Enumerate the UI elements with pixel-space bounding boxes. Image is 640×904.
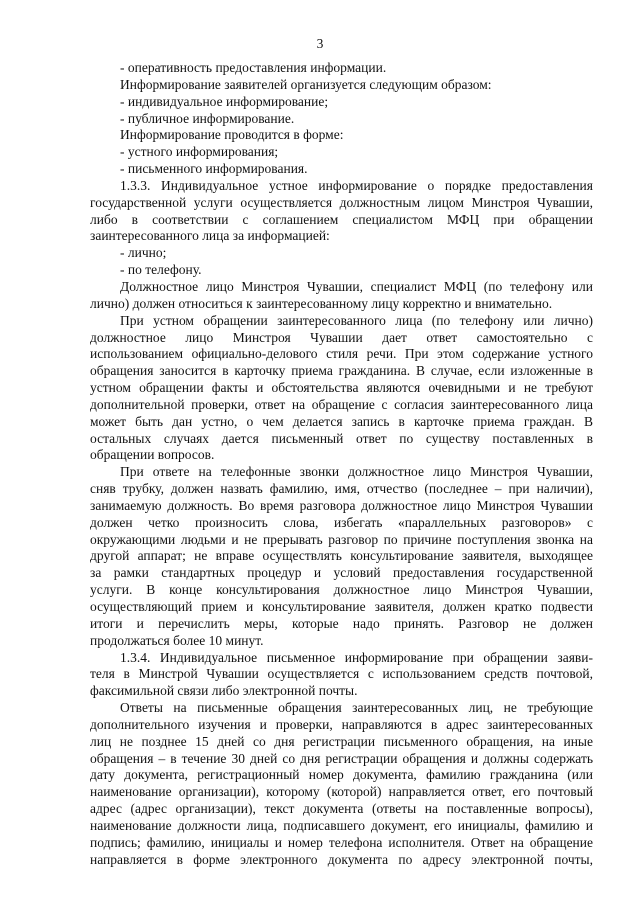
- text-line: государственной услуги осуществляется должностным лицом Минстроя Чувашии,: [90, 194, 593, 210]
- text-line: наименование организации), которому (которой) направляется ответ, его почтовый: [90, 784, 593, 800]
- text-line: - индивидуальное информирование;: [120, 93, 329, 109]
- text-line: устном обращении факты и обстоятельства являются очевидными и не требуют: [90, 380, 593, 396]
- text-line: за рамки стандартных процедур и условий предоставления государственной: [90, 565, 593, 581]
- text-line: подпись; фамилию, инициалы и номер телефона исполнителя. Ответ на обращение: [90, 834, 593, 850]
- text-line: лично) должен относиться к заинтересованному лицу корректно и внимательно.: [90, 295, 553, 311]
- text-line: другой аппарат; не вправе осуществлять консультирование заявителя, выходящее: [90, 548, 593, 564]
- text-line: Информирование заявителей организуется следующим образом:: [120, 76, 492, 92]
- text-line: окружающими людьми и не прерывать разговор по причине поступления звонка на: [90, 531, 593, 547]
- text-line: Ответы на письменные обращения заинтересованных лиц, не требующие: [120, 700, 593, 716]
- text-line: либо в соответствии с соглашением специалистом МФЦ при обращении: [90, 211, 593, 227]
- text-line: продолжаться более 10 минут.: [90, 632, 264, 648]
- text-line: наименование должности лица, подписавшего документ, его инициалы, фамилию и: [90, 817, 593, 833]
- text-line: обращения заносится в карточку приема гражданина. В случае, если изложенные в: [90, 363, 593, 379]
- text-line: занимаемую должность. Во время разговора должностное лицо Минстроя Чувашии: [90, 497, 593, 513]
- text-line: - оперативность предоставления информации.: [120, 60, 387, 75]
- text-line: может быть дан устно, о чем делается запись в карточке приема граждан. В: [90, 413, 593, 429]
- text-line: При ответе на телефонные звонки должностное лицо Минстроя Чувашии,: [120, 464, 593, 480]
- text-line: - по телефону.: [120, 262, 202, 278]
- text-line: 1.3.3. Индивидуальное устное информирование о порядке предоставления: [120, 177, 593, 193]
- text-line: дату документа, регистрационный номер документа, фамилию гражданина (или: [90, 767, 593, 783]
- text-line: осуществляющий прием и консультирование заявителя, должен кратко подвести: [90, 599, 593, 614]
- text-line: обращении вопросов.: [90, 447, 215, 463]
- text-line: направляется в форме электронного документа по адресу электронной почты,: [90, 851, 593, 867]
- text-line: должностное лицо Минстроя Чувашии дает ответ самостоятельно с: [90, 329, 593, 345]
- text-line: дополнительной проверки, ответ на обращение с согласия заинтересованного лица: [90, 396, 593, 412]
- text-line: должен четко произносить слова, избегать «параллельных разговоров» с: [90, 514, 593, 530]
- text-line: услуги. В конце консультирования должностное лицо Минстроя Чувашии,: [90, 582, 593, 598]
- text-line: - устного информирования;: [120, 144, 279, 160]
- text-line: лиц не позднее 15 дней со дня регистрации письменного обращения, на иные: [90, 733, 593, 749]
- text-line: использованием официально-делового стиля речи. При этом содержание устного: [90, 346, 593, 362]
- text-line: факсимильной связи либо электронной почты.: [90, 683, 358, 699]
- text-line: остальных случаях дается письменный ответ по существу поставленных в: [90, 430, 593, 446]
- text-line: - письменного информирования.: [120, 161, 308, 177]
- text-line: теля в Минстрой Чувашии осуществляется с использованием средств почтовой,: [90, 666, 593, 682]
- text-line: Должностное лицо Минстроя Чувашии, специалист МФЦ (по телефону или: [120, 278, 593, 294]
- text-line: сняв трубку, должен назвать фамилию, имя, отчество (последнее – при наличии),: [90, 481, 593, 497]
- text-line: обращения – в течение 30 дней со дня регистрации обращения и должны содержать: [90, 750, 593, 766]
- text-line: итоги и перечислить меры, которые надо принять. Разговор не должен: [90, 615, 593, 631]
- page-number: 3: [316, 36, 324, 51]
- text-line: - публичное информирование.: [120, 110, 295, 126]
- text-line: адрес (адрес организации), текст документа (ответы на поставленные вопросы),: [90, 801, 593, 817]
- text-line: 1.3.4. Индивидуальное письменное информирование при обращении заяви-: [120, 649, 593, 665]
- text-line: дополнительного изучения и проверки, направляются в адрес заинтересованных: [90, 716, 593, 732]
- text-line: При устном обращении заинтересованного лица (по телефону или лично): [120, 312, 593, 328]
- text-line: - лично;: [120, 245, 167, 261]
- document-body: [90, 60, 593, 869]
- text-line: Информирование проводится в форме:: [120, 127, 344, 143]
- text-line: заинтересованного лица за информацией:: [90, 228, 330, 244]
